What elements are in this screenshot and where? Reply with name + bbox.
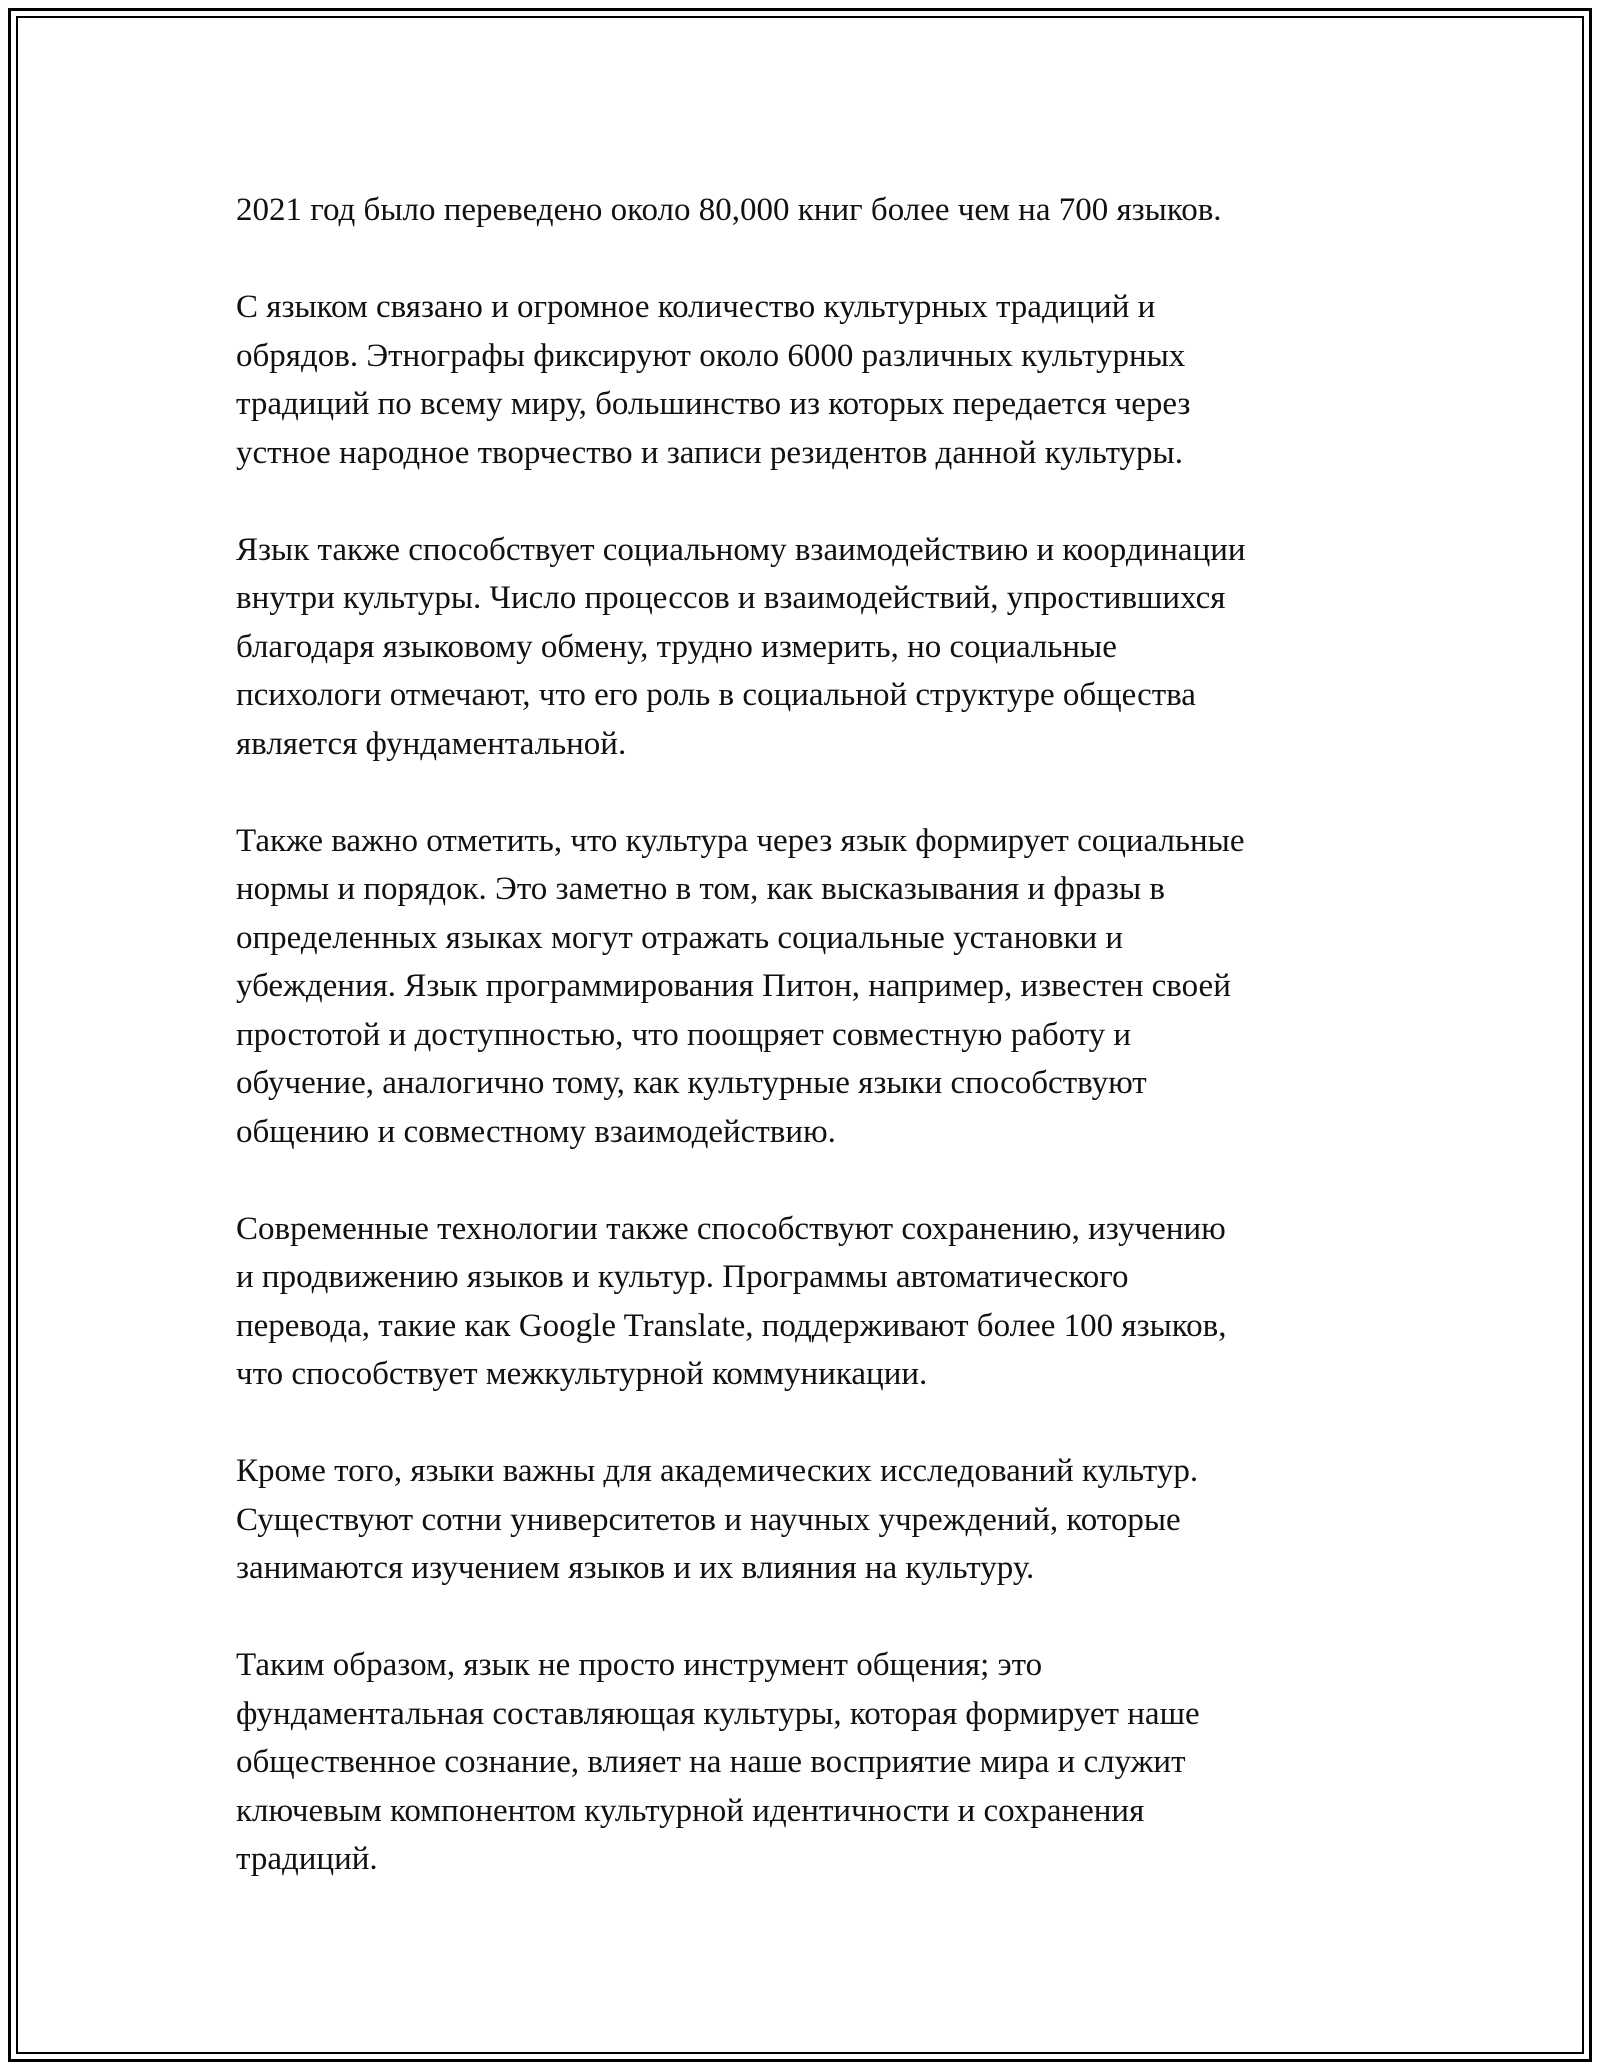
paragraph-7: Таким образом, язык не просто инструмент общения; это фундаментальная составляющая культуры, которая формирует наше общественное сознание, влияет на наше восприятие мира и служит ключевым компонентом культурной идентичности и сохранения традиций. — [236, 1647, 1200, 1877]
paragraph-6: Кроме того, языки важны для академических исследований культур. Существуют сотни университетов и научных учреждений, которые занимаются изучением языков и их влияния на культуру. — [236, 1453, 1199, 1586]
paragraph-4: Также важно отметить, что культура через язык формирует социальные нормы и порядок. Это заметно в том, как высказывания и фразы в определенных языках могут отражать социальные установки и убеждения. Язык программирования Питон, например, известен своей простотой и доступностью, что поощряет совместную работу и обучение, аналогично тому, как культурные языки способствуют общению и совместному взаимодействию. — [236, 822, 1245, 1150]
paragraph-1: 2021 год было переведено около 80,000 книг более чем на 700 языков. — [236, 192, 1222, 228]
document-body — [236, 186, 1386, 1884]
paragraph-2: С языком связано и огромное количество культурных традиций и обрядов. Этнографы фиксируют около 6000 различных культурных традиций по всему миру, большинство из которых передается через устное народное творчество и записи резидентов данной культуры. — [236, 289, 1191, 471]
paragraph-5: Современные технологии также способствуют сохранению, изучению и продвижению языков и культур. Программы автоматического перевода, такие как Google Translate, поддерживают более 100 языков, что способствует межкультурной коммуникации. — [236, 1210, 1227, 1392]
paragraph-3: Язык также способствует социальному взаимодействию и координации внутри культуры. Число процессов и взаимодействий, упростившихся благодаря языковому обмену, трудно измерить, но социальные психологи отмечают, что его роль в социальной структуре общества является фундаментальной. — [236, 531, 1246, 762]
